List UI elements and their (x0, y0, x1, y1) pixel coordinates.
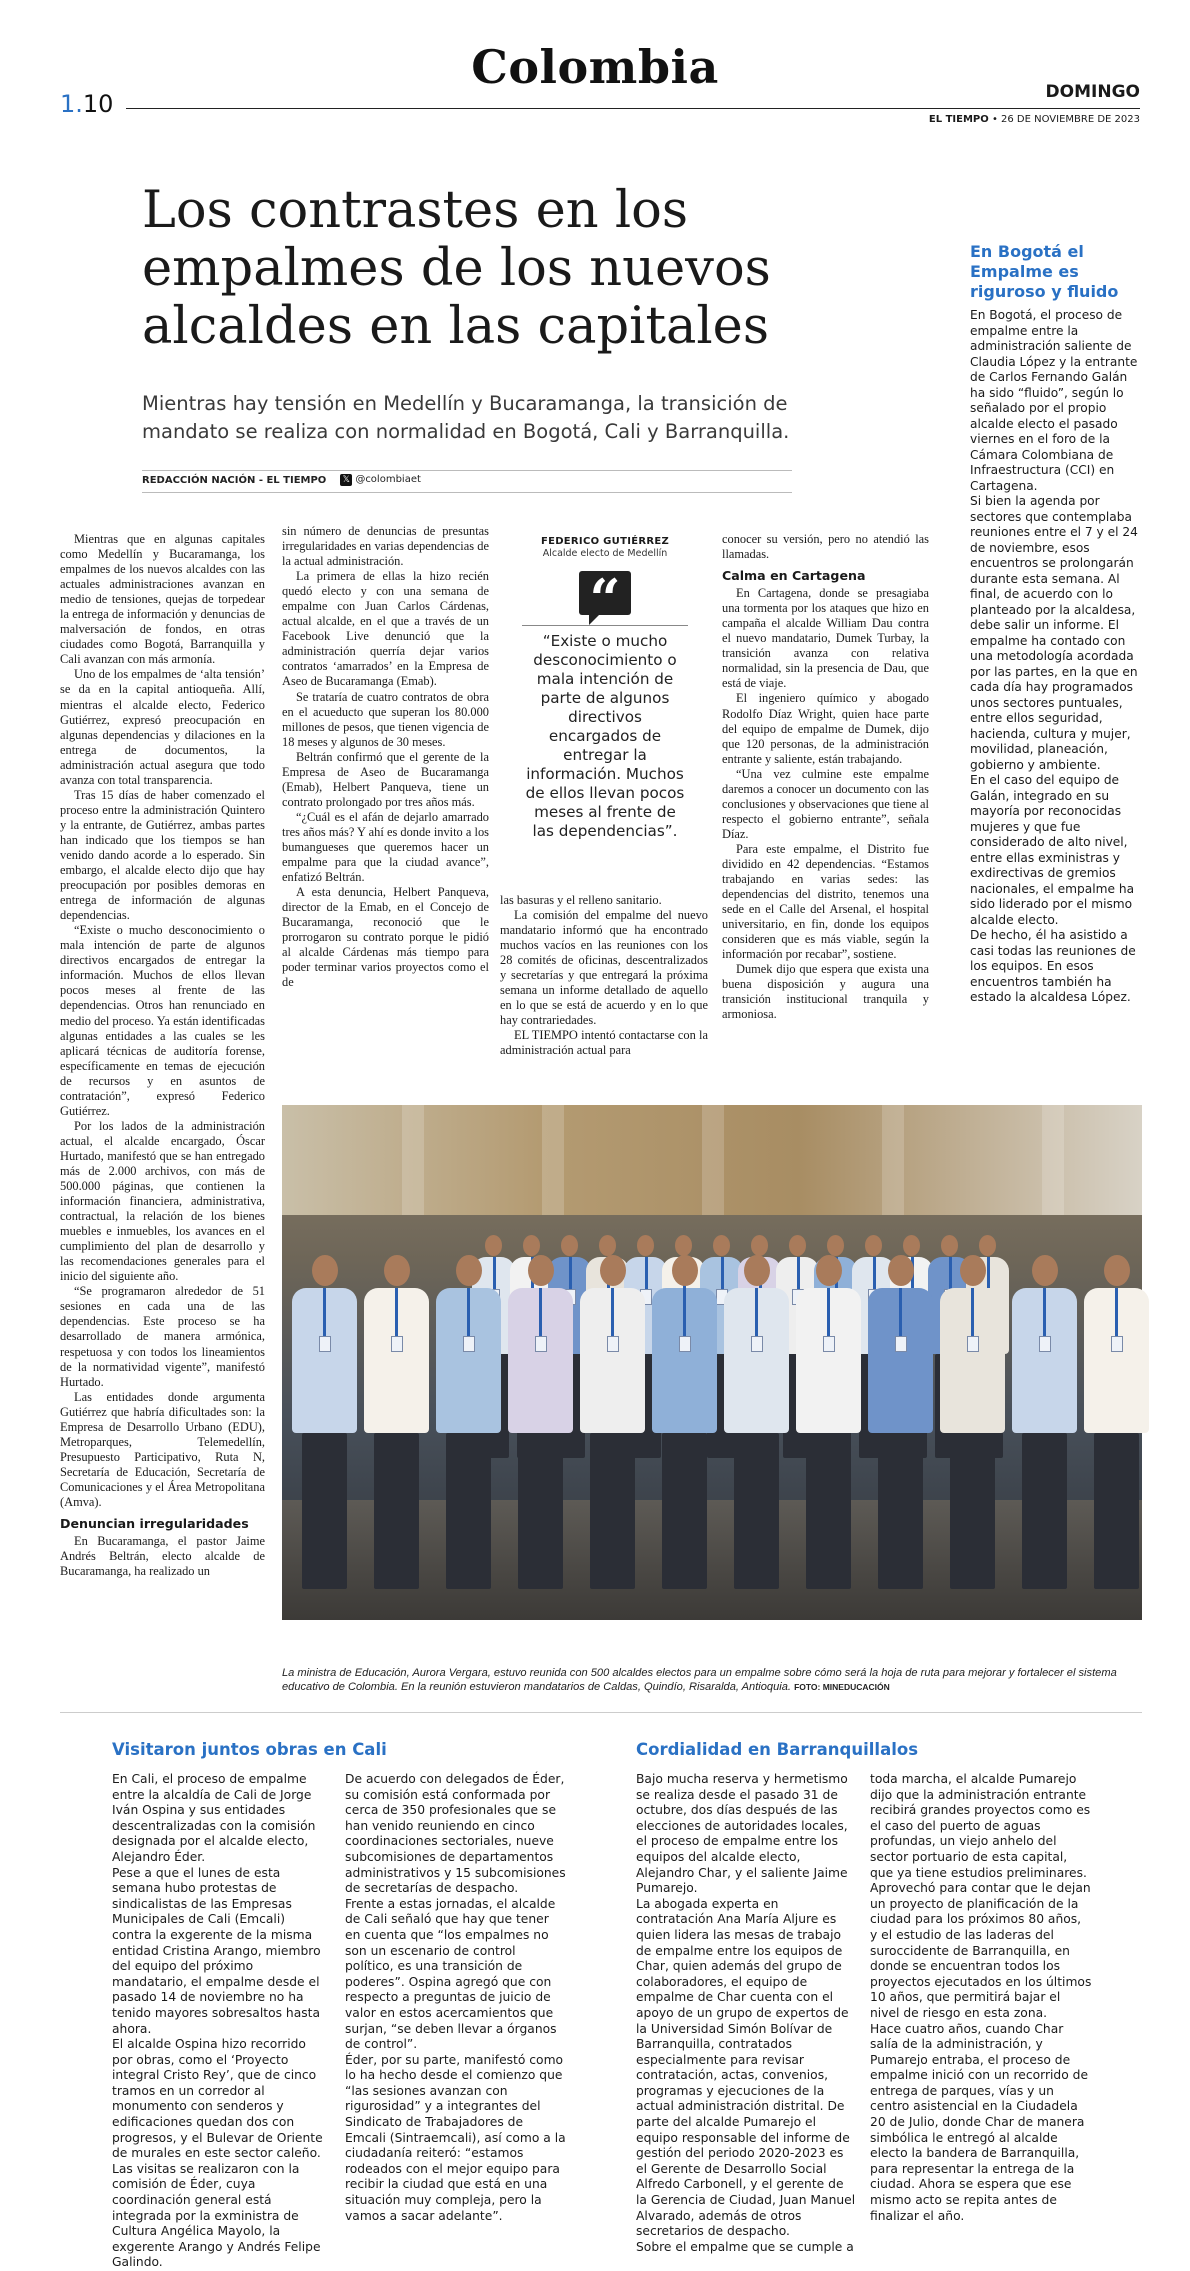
page-prefix: 1. (60, 90, 83, 118)
paragraph: Por los lados de la administración actual, el alcalde encargado, Óscar Hurtado, manifestó que se han entregado más de 2.000 archivos, con más de 500.000 páginas, que contienen la información financiera, administrativa, contractual, la relación de los bienes muebles e inmuebles, los avances en el cumplimiento del plan de desarrollo y las recomendaciones generales para el inicio del siguiente año. (60, 1118, 265, 1284)
person-figure (364, 1255, 429, 1602)
paragraph: Si bien la agenda por sectores que contemplaba reuniones entre el 7 y el 24 de noviembre, esos encuentros se prolongarán durante esta semana. Al final, de acuerdo con lo planteado por la alcaldesa, debe salir un informe. El empalme ha contado con una metodología acordada por las partes, en la que en cada día hay programados unos sectores puntuales, entre ellos seguridad, hacienda, cultura y mujer, movilidad, planeación, gobierno y ambiente. (970, 494, 1138, 772)
paragraph: Tras 15 días de haber comenzado el proceso entre la administración Quintero y la entrante, de Gutiérrez, ambas partes han indicado que los tiempos se han venido dando acorde a lo esperado. Sin embargo, el alcalde electo dijo que hay preocupación por posibles demoras en entrega de información de algunas dependencias. (60, 787, 265, 923)
sidebar-body (970, 308, 1142, 1006)
paragraph: conocer su versión, pero no atendió las llamadas. (722, 532, 929, 562)
page-number-value: 10 (82, 90, 114, 118)
paragraph: Dumek dijo que espera que exista una buena disposición y augura una transición institucional tranquila y armoniosa. (722, 962, 929, 1022)
photo-wall (282, 1105, 1142, 1215)
paragraph: “¿Cuál es el afán de dejarlo amarrado tres años más? Y ahí es donde invito a los bumangueses que queremos hacer un empalme para que la ciudad avance”, enfatizó Beltrán. (282, 809, 489, 885)
article-column-4 (722, 532, 929, 1103)
article-column-1 (60, 532, 265, 1702)
day-label: DOMINGO (1045, 82, 1140, 102)
person-figure (724, 1255, 789, 1602)
paragraph: En el caso del equipo de Galán, integrado en su mayoría por reconocidas mujeres y que fue considerado de alto nivel, entre ellas exministras y exdirectivas de gremios nacionales, el empalme ha sido liderado por el mismo alcalde electo. (970, 773, 1135, 927)
paragraph: EL TIEMPO intentó contactarse con la administración actual para (500, 1028, 708, 1058)
article-column-3 (500, 893, 708, 1103)
barranquilla-column-1 (636, 1772, 858, 2254)
paragraph: Pese a que el lunes de esta semana hubo protestas de sindicalistas de las Empresas Municipales de Cali (Emcali) contra la exgerente de la misma entidad Cristina Arango, miembro del equipo del próximo mandatario, el empalme desde el pasado 14 de noviembre no ha tenido mayores sobresaltos hasta ahora. (112, 1865, 321, 2036)
paragraph: Para este empalme, el Distrito fue dividido en 42 dependencias. “Estamos trabajando en varias sedes: las dependencias del distrito, tenemos una sede en el Calle del Arsenal, el hospital universitario, en fin, donde los equipos consideren que es más viable, según la información por recabar”, sostiene. (722, 841, 929, 962)
paragraph: Beltrán confirmó que el gerente de la Empresa de Aseo de Bucaramanga (Emab), Helbert Panqueva, tiene un contrato prolongado por tres años más. (282, 749, 489, 809)
paragraph: “Se programaron alrededor de 51 sesiones en cada una de las dependencias. Este proceso se ha desarrollado de manera armónica, respetuosa y con todos los lineamientos de la normatividad vigente”, manifestó Hurtado. (60, 1284, 265, 1389)
paragraph: Aprovechó para contar que le dejan un proyecto de planificación de la ciudad para los próximos 80 años, y el estudio de las laderas del suroccidente de Barranquilla, en donde se encuentran todos los proyectos ejecutados en los últimos 10 años, que permitirá bajar el nivel de riesgo en esta zona. (870, 1881, 1092, 2020)
paragraph: Sobre el empalme que se cumple a (636, 2239, 854, 2254)
paragraph: La abogada experta en contratación Ana María Aljure es quien lidera las mesas de trabajo de empalme entre los equipos de Char, quien además del grupo de colaboradores, el equipo de empalme de Char cuenta con el apoyo de un grupo de expertos de la Universidad Simón Bolívar de Barranquilla, contratados especialmente para revisar contratación, actas, convenios, programas y ejecuciones de la actual administración distrital. De parte del alcalde Pumarejo el equipo responsable del informe de gestión del periodo 2020-2023 es el Gerente de Desarrollo Social Alfredo Carbonell, y el gerente de la Gerencia de Ciudad, Juan Manuel Alvarado, además de otros secretarios de despacho. (636, 1896, 856, 2239)
person-figure (868, 1255, 933, 1602)
paragraph: En Cali, el proceso de empalme entre la alcaldía de Cali de Jorge Iván Ospina y sus entidades descentralizadas con la comisión designada por el alcalde electo, Alejandro Éder. (112, 1772, 316, 1864)
article-headline: Los contrastes en los empalmes de los nuevos alcaldes en las capitales (142, 181, 771, 356)
person-figure (940, 1255, 1005, 1602)
bottom-rule (60, 1712, 1142, 1713)
cali-column-1 (112, 1772, 327, 2270)
person-figure (796, 1255, 861, 1602)
byline-author: REDACCIÓN NACIÓN - EL TIEMPO (142, 474, 327, 486)
paragraph: En Cartagena, donde se presagiaba una tormenta por los ataques que hizo en campaña el alcalde William Dau contra el nuevo mandatario, Dumek Turbay, la transición avanza con relativa normalidad, sin la presencia de Dau, que está de viaje. (722, 586, 929, 691)
byline-rule-bottom (142, 492, 792, 493)
paragraph: las basuras y el relleno sanitario. (500, 893, 662, 907)
x-logo-icon: 𝕏 (340, 474, 352, 486)
paragraph: Las entidades donde argumenta Gutiérrez que habría dificultades son: la Empresa de Desarrollo Urbano (EDU), Metroparques, Telemedellín, Presupuesto Participativo, Ruta N, Secretaría de Educación, Secretaría de Comunicaciones y el Área Metropolitana (Amva). (60, 1389, 265, 1509)
masthead-rule (126, 108, 1140, 109)
byline-rule (142, 470, 792, 471)
photo-credit: FOTO: MINEDUCACIÓN (794, 1682, 890, 1692)
quote-mark-icon: “ (579, 571, 631, 615)
paragraph: En Bucaramanga, el pastor Jaime Andrés Beltrán, electo alcalde de Bucaramanga, ha realizado un (60, 1534, 265, 1579)
paper-name: EL TIEMPO (928, 114, 989, 125)
page-number (60, 90, 113, 118)
paragraph: sin número de denuncias de presuntas irregularidades en varias dependencias de la actual administración. (282, 524, 489, 569)
person-figure (1084, 1255, 1149, 1602)
paragraph: De hecho, él ha asistido a casi todas las reuniones de los equipos. En esos encuentros también ha estado la alcaldesa López. (970, 928, 1136, 1004)
quote-role: Alcalde electo de Medellín (542, 548, 668, 559)
section-title: Colombia (471, 40, 719, 94)
barranquilla-column-2 (870, 1772, 1092, 2234)
paragraph: El alcalde Ospina hizo recorrido por obras, como el ‘Proyecto integral Cristo Rey’, que de cinco tramos en un corredor al monumento con senderos y edificaciones quedan dos con progresos, y el Bulevar de Oriente de murales en este sector caleño. Las visitas se realizaron con la comisión de Éder, cuya coordinación general está integrada por la exministra de Cultura Angélica Mayolo, la exgerente Arango y Andrés Felipe Galindo. (112, 2037, 323, 2270)
paragraph: El ingeniero químico y abogado Rodolfo Díaz Wright, quien hace parte del equipo de empalme de Dumek, dijo que 120 personas, de la administración entrante y saliente, están trabajando. (722, 691, 929, 766)
paragraph: toda marcha, el alcalde Pumarejo dijo que la administración entrante recibirá grandes proyectos como es el caso del puerto de aguas profundas, un viejo anhelo del sector portuario de esta capital, que ya tiene estudios preliminares. (870, 1772, 1091, 1880)
barranquilla-section-title: Cordialidad en Barranquillalos (636, 1740, 919, 1759)
paragraph: La comisión del empalme del nuevo mandatario informó que ha encontrado muchos vacíos en las reuniones con los 28 comités de oficinas, descentralizados y secretarías y que entregará la próxima semana un informe detallado de aquello en lo que se está de acuerdo y en lo que hay contrariedades. (500, 908, 708, 1028)
article-column-2 (282, 524, 489, 1099)
person-figure (292, 1255, 357, 1602)
social-handle (340, 474, 421, 486)
group-photo (282, 1105, 1142, 1620)
paragraph: Se trataría de cuatro contratos de obra en el acueducto que superan los 80.000 millones de pesos, que tienen vigencia de 18 meses y algunos de 30 meses. (282, 689, 489, 749)
issue-date: 26 DE NOVIEMBRE DE 2023 (1001, 114, 1140, 125)
sidebar-title: En Bogotá el Empalme es riguroso y fluido (970, 242, 1119, 301)
article-deck: Mientras hay tensión en Medellín y Bucaramanga, la transición de mandato se realiza con normalidad en Bogotá, Cali y Barranquilla. (142, 392, 790, 443)
paragraph: De acuerdo con delegados de Éder, su comisión está conformada por cerca de 350 profesionales que se han venido reuniendo en cinco coordinaciones sectoriales, nueve subcomisiones de departamentos administrativos y 15 subcomisiones de secretarías de despacho. (345, 1772, 566, 1896)
quote-author: FEDERICO GUTIÉRREZ (540, 536, 670, 547)
person-figure (508, 1255, 573, 1602)
paragraph: Hace cuatro años, cuando Char salía de la administración, y Pumarejo entraba, el proceso de empalme inició con un recorrido de entrega de parques, vías y un centro asistencial en la Ciudadela 20 de Julio, donde Char de manera simbólica le entregó al alcalde electo la bandera de Barranquilla, para representar la entrega de la ciudad. Ahora se espera que ese mismo acto se repita antes de finalizar el año. (870, 2021, 1089, 2223)
person-figure (436, 1255, 501, 1602)
paragraph: “Existe o mucho desconocimiento o mala intención de parte de algunos directivos encargados de entregar la información. Muchos de ellos llevan pocos meses al frente de las dependencias. Otros han renunciado en medio del proceso. Ya están identificadas algunas entidades a las cuales se les aplicará técnicas de auditoría forense, específicamente en temas de ejecución de recursos y en asuntos de contratación”, expresó Federico Gutiérrez. (60, 923, 265, 1118)
cali-column-2 (345, 1772, 567, 2234)
byline (142, 474, 421, 486)
person-figure (580, 1255, 645, 1602)
paragraph: Mientras que en algunas capitales como Medellín y Bucaramanga, los empalmes de los nuevos alcaldes con las actuales administraciones avanzan en medio de tensiones, quejas de torpedear la entrega de información y denuncias de malversación de fondos, en otras ciudades como Bogotá, Barranquilla y Cali avanzan con más armonía. (60, 532, 265, 667)
photo-caption (282, 1666, 1142, 1694)
subhead: Calma en Cartagena (722, 568, 866, 584)
social-handle-text: @colombiaet (355, 474, 421, 485)
person-figure (652, 1255, 717, 1602)
paragraph: En Bogotá, el proceso de empalme entre la administración saliente de Claudia López y la entrante de Carlos Fernando Galán ha sido “fluido”, según lo señalado por el propio alcalde electo el pasado viernes en el foro de la Cámara Colombiana de Infraestructura (CCI) en Cartagena. (970, 308, 1138, 493)
sidebar-bogota (970, 242, 1142, 1006)
paragraph: A esta denuncia, Helbert Panqueva, director de la Emab, en el Concejo de Bucaramanga, reconoció que le prorrogaron su contrato porque le pidió al alcalde Cárdenas más tiempo para poder terminar varios proyectos como el de (282, 885, 489, 990)
paragraph: Bajo mucha reserva y hermetismo se realiza desde el pasado 31 de octubre, dos días después de las elecciones de autoridades locales, el proceso de empalme entre los equipos del alcalde electo, Alejandro Char, y el saliente Jaime Pumarejo. (636, 1772, 848, 1896)
subhead: Denuncian irregularidades (60, 1516, 249, 1532)
cali-section-title: Visitaron juntos obras en Cali (112, 1740, 387, 1759)
pull-quote (522, 536, 688, 841)
paragraph: Uno de los empalmes de ‘alta tensión’ se da en la capital antioqueña. Allí, mientras el alcalde electo, Federico Gutiérrez, expresó preocupación en algunas dependencias y dilaciones en la entrega de documentos, la administración actual asegura que todo avanza con total transparencia. (60, 667, 265, 787)
quote-text: “Existe o mucho desconocimiento o mala intención de parte de algunos directivos encargados de entregar la información. Muchos de ellos llevan pocos meses al frente de las dependencias”. (525, 632, 685, 840)
paragraph: La primera de ellas la hizo recién quedó electo y con una semana de empalme con Juan Carlos Cárdenas, actual alcalde, en el que a través de un Facebook Live denunció que la administración querría dejar varios contratos ‘amarrados’ en la Empresa de Aseo de Bucaramanga (Emab). (282, 569, 489, 689)
caption-text: La ministra de Educación, Aurora Vergara, estuvo reunida con 500 alcaldes electos para un empalme sobre cómo será la hoja de ruta para mejorar y fortalecer el sistema educativo de Colombia. En la reunión estuvieron mandatarios de Caldas, Quindío, Risaralda, Antioquia. (282, 1667, 1117, 1693)
person-figure (1012, 1255, 1077, 1602)
dateline: EL TIEMPO • 26 DE NOVIEMBRE DE 2023 (928, 114, 1140, 125)
paragraph: “Una vez culmine este empalme daremos a conocer un documento con las conclusiones y observaciones que tiene al respecto el gobierno entrante”, señala Díaz. (722, 766, 929, 841)
paragraph: Éder, por su parte, manifestó como lo ha hecho desde el comienzo que “las sesiones avanzan con rigurosidad” y a integrantes del Sindicato de Trabajadores de Emcali (Sintraemcali), así como a la ciudadanía reiteró: “estamos rodeados con el mejor equipo para recibir la ciudad que está en una situación muy compleja, pero la vamos a sacar adelante”. (345, 2052, 566, 2223)
paragraph: Frente a estas jornadas, el alcalde de Cali señaló que hay que tener en cuenta que “los empalmes no son un escenario de control político, es una transición de poderes”. Ospina agregó que con respecto a preguntas de juicio de valor en estos acercamientos que surjan, “se deben llevar a órganos de control”. (345, 1896, 557, 2052)
